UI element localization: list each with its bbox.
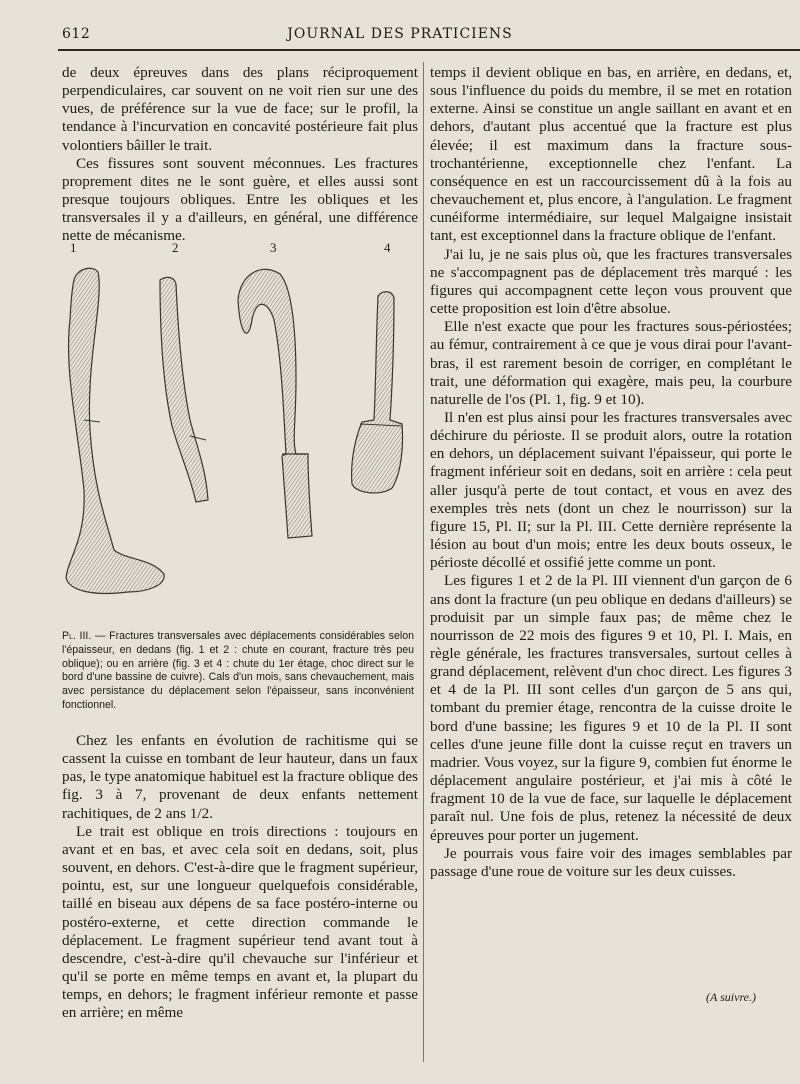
left-column-top	[62, 64, 418, 246]
paragraph: Ces fissures sont souvent méconnues. Les fractures proprement dites ne le sont guère, et elles aussi sont presque toujours obliques. Entre les obliques et les transversales il y a d'ailleurs, en général, une différence nette de mécanisme.	[62, 154, 418, 245]
page-number: 612	[62, 26, 91, 42]
figure-label-1: 1	[70, 240, 77, 255]
paragraph: temps il devient oblique en bas, en arrière, en dedans, et, sous l'influence du poids du membre, il se met en rotation externe. Ainsi se constitue un angle saillant en avant et en dehors, d'autant plus accentué que la fracture est plus élevée; il est maximum dans la fracture sous-trochantérienne, exceptionnelle chez l'enfant. La conséquence en est un raccourcissement dû à la fois au chevauchement et, plus encore, à l'angulation. Le fragment cunéiforme intermédiaire, sur lequel Malgaigne insistait tant, est exceptionnel dans la fracture oblique de l'enfant.	[430, 64, 792, 245]
figure-caption	[62, 630, 414, 713]
running-title: JOURNAL DES PRATICIENS	[287, 26, 513, 42]
column-divider	[423, 62, 424, 1062]
figure-label-3: 3	[270, 240, 277, 255]
caption-lead: Pl. III.	[62, 630, 92, 642]
paragraph: Le trait est oblique en trois directions : toujours en avant et en bas, et avec cela soit en dedans, soit, plus souvent, en dehors. C'est-à-dire que le fragment supérieur, pointu, est, sur une longueur quelquefois considérable, taillé en biseau aux dépens de sa face postéro-interne ou postéro-externe, et cette direction commande le déplacement. Le fragment supérieur tend avant tout à descendre, c'est-à-dire qu'il chevauche sur l'inférieur et qu'il se porte en même temps en avant et, la plupart du temps, en dehors; le fragment inférieur remonte et passe en arrière; en même	[62, 822, 418, 1022]
figure-label-2: 2	[172, 240, 179, 255]
paragraph: Elle n'est exacte que pour les fractures sous-périostées; au fémur, contrairement à ce que je vous dirai pour l'avant-bras, il est rarement besoin de corriger, en complétant le trait, une déformation qui exagère, mais peu, la courbure naturelle de l'os (Pl. 1, fig. 9 et 10).	[430, 318, 792, 408]
paragraph: Je pourrais vous faire voir des images semblables par passage d'une roue de voiture sur les deux cuisses.	[430, 844, 792, 880]
femur-figure-1	[66, 268, 164, 593]
paragraph: Les figures 1 et 2 de la Pl. III viennent d'un garçon de 6 ans dont la fracture (un peu oblique en dedans d'ailleurs) se produisit par un simple faux pas; de même chez le nourrisson de 22 mois des figures 9 et 10, Pl. I. Mais, en règle générale, les fractures transversales, surtout celles à grand déplacement, relèvent d'un choc direct. Les figures 3 et 4 de la Pl. III sont celles d'un garçon de 5 ans qui, tombant du premier étage, rencontra de la cuisse droite le bord d'une bassine; les figures 9 et 10 de la Pl. II sont celles d'une jeune fille dont la cuisse reçut en travers un madrier. Vous voyez, sur la figure 9, combien fut énorme le déplacement angulaire postérieur, et j'ai mis à côté le fragment 10 de la vue de face, sur laquelle le déplacement paraît nul. Une fois de plus, retenez la nécessité de deux épreuves pour porter un jugement.	[430, 572, 792, 844]
paragraph: Il n'en est plus ainsi pour les fractures transversales avec déchirure du périoste. Il se produit alors, outre la rotation en dehors, un déplacement suivant l'épaisseur, qui porte le fragment inférieur soit en dedans, soit en arrière : cela peut aller jusqu'à perte de tout contact, et vous en avez des exemples très nets (dont un chez le nourrisson) sur la figure 15, Pl. II; sur la Pl. III. Cette dernière représente la lésion au bout d'un mois; entre les deux bouts osseux, le périoste décollé et ossifié jette comme un pont.	[430, 408, 792, 572]
figure-label-4: 4	[384, 240, 391, 255]
femur-figure-4	[352, 292, 403, 493]
header-rule	[58, 49, 800, 51]
femur-figure-3	[238, 269, 312, 538]
paragraph: Chez les enfants en évolution de rachitisme qui se cassent la cuisse en tombant de leur hauteur, dans un faux pas, le type anatomique habituel est la fracture oblique des fig. 3 à 7, provenant de deux enfants nettement rachitiques, de 2 ans 1/2.	[62, 732, 418, 822]
paragraph: J'ai lu, je ne sais plus où, que les fractures transversales ne s'accompagnent pas de déplacement très marqué : les figures qui accompagnent cette leçon vous prouvent que cette proposition est loin d'être absolue.	[430, 245, 792, 318]
caption-text: — Fractures transversales avec déplacements considérables selon l'épaisseur, en dedans (fig. 1 et 2 : chute en courant, fracture très peu oblique); ou en arrière (fig. 3 et 4 : chute du 1er étage, choc direct sur le bord d'une bassine de cuivre). Cals d'un mois, sans chevauchement, mais avec persistance du déplacement selon l'épaisseur, sans inconvénient fonctionnel.	[62, 630, 414, 711]
femur-figure-2	[160, 277, 208, 502]
bone-figure-plate	[56, 240, 416, 625]
left-column-bottom	[62, 732, 418, 1023]
femur-illustrations	[56, 240, 416, 625]
right-column	[430, 64, 792, 881]
paragraph: de deux épreuves dans des plans réciproquement perpendiculaires, car souvent on ne voit rien sur une des vues, de préférence sur la vue de face; sur le profil, la tendance à l'incurvation en concavité postérieure fait plus volontiers bâiller le trait.	[62, 64, 418, 154]
continued-note: (A suivre.)	[706, 990, 756, 1004]
